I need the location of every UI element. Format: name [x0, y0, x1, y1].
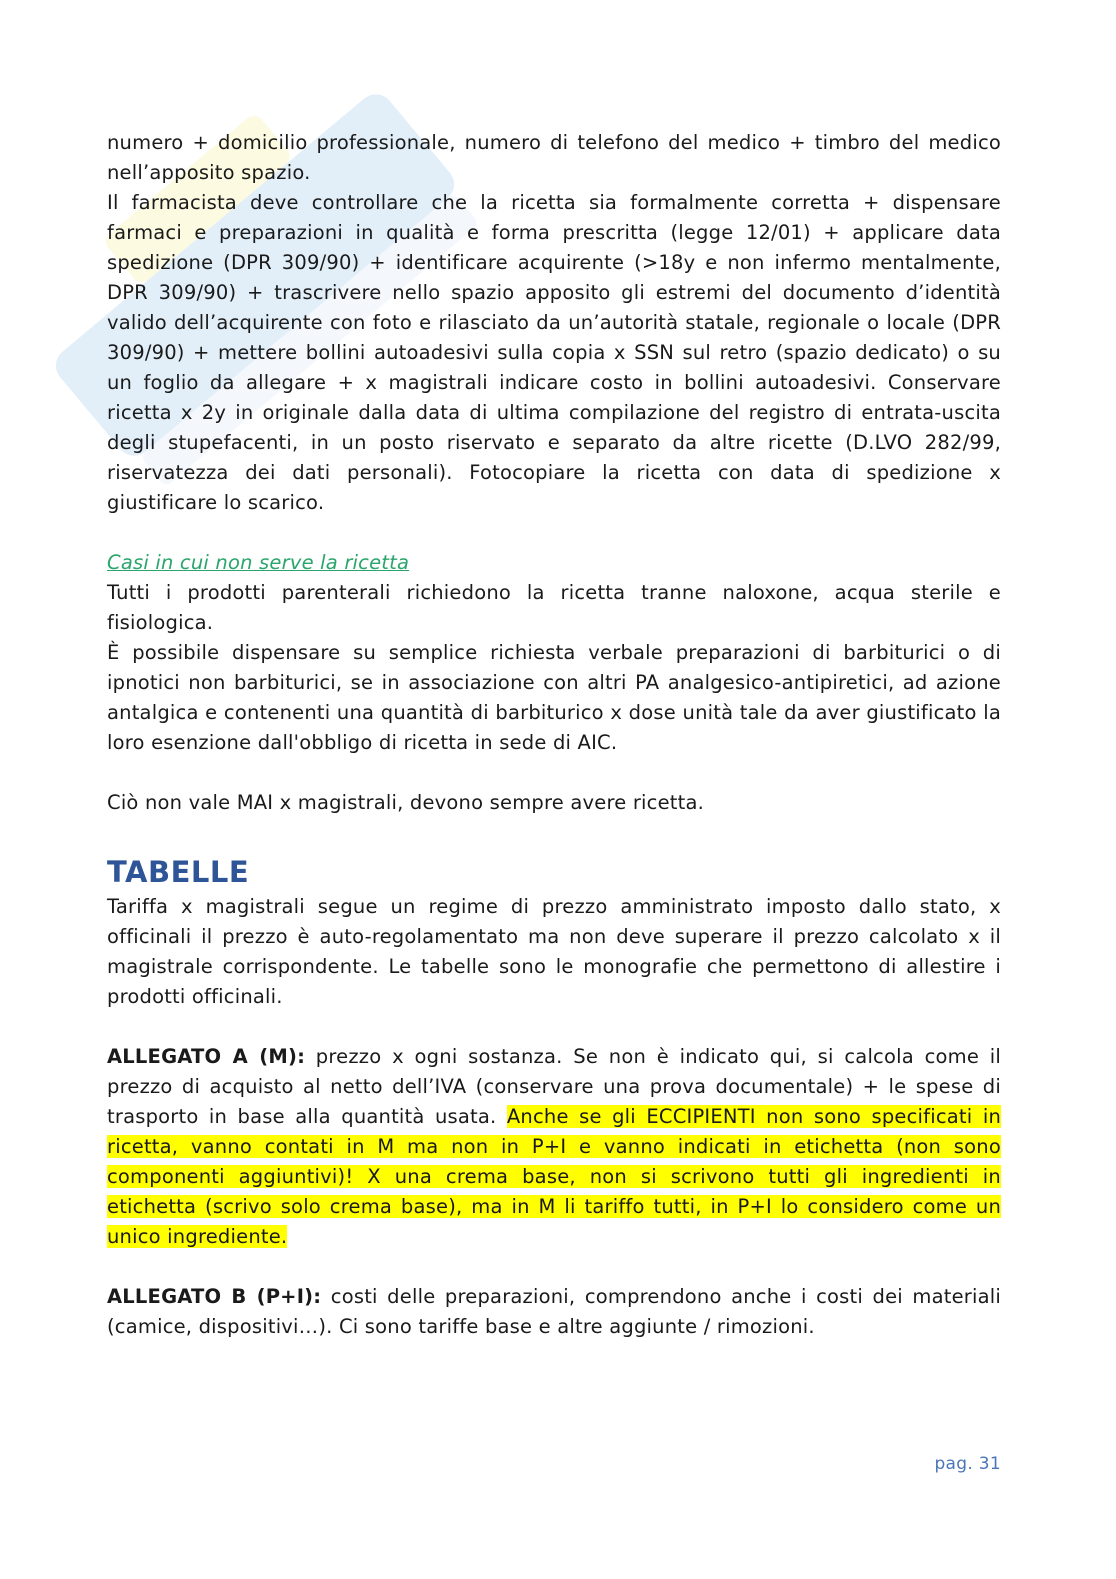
allegato-b-label: ALLEGATO B (P+I): [107, 1285, 322, 1308]
allegato-a-text: prezzo x ogni sostanza. Se non è indicato qui, si calcola come il prezzo di acquisto al netto dell’IVA (conservare una prova documentale) + le spese di trasporto in base alla quantità usata. [107, 1045, 1002, 1128]
page-number: pag. 31 [934, 1454, 1001, 1474]
spacer [107, 518, 1001, 548]
paragraph-tariffa: Tariffa x magistrali segue un regime di prezzo amministrato imposto dallo stato, x officinali il prezzo è auto-regolamentato ma non deve superare il prezzo calcolato x il magistrale corrispondente. Le tabelle sono le monografie che permettono di allestire i prodotti officinali. [107, 895, 1001, 1008]
paragraph-pharmacist-duties: Il farmacista deve controllare che la ricetta sia formalmente corretta + dispensare farmaci e preparazioni in qualità e forma prescritta (legge 12/01) + applicare data spedizione (DPR 309/90) + identificare acquirente (>18y e non infermo mentalmente, DPR 309/90) + trascrivere nello spazio apposito gli estremi del documento d’identità valido dell’acquirente con foto e rilasciato da un’autorità statale, regionale o locale (DPR 309/90) + mettere bollini autoadesivi sulla copia x SSN sul retro (spazio dedicato) o su un foglio da allegare + x magistrali indicare costo in bollini autoadesivi. Conservare ricetta x 2y in originale dalla data di ultima compilazione del registro di entrata-uscita degli stupefacenti, in un posto riservato e separato da altre ricette (D.LVO 282/99, riservatezza dei dati personali). Fotocopiare la ricetta con data di spedizione x giustificare lo scarico. [107, 191, 1001, 514]
allegato-b-text: costi delle preparazioni, comprendono anche i costi dei materiali (camice, dispositivi…). Ci sono tariffe base e altre aggiunte / rimozioni. [107, 1285, 1001, 1338]
allegato-a-highlight: Anche se gli ECCIPIENTI non sono specificati in ricetta, vanno contati in M ma non in P+I e vanno indicati in etichetta (non sono componenti aggiuntivi)! X una crema base, non si scrivono tutti gli ingredienti in etichetta (scrivo solo crema base), ma in M li tariffo tutti, in P+I lo considero come un unico ingrediente. [107, 1105, 1002, 1248]
paragraph-allegato-a [107, 1042, 1001, 1252]
spacer [107, 758, 1001, 788]
allegato-a-label: ALLEGATO A (M): [107, 1045, 306, 1068]
section-title: TABELLE [107, 855, 250, 889]
paragraph-verbal-request: È possibile dispensare su semplice richiesta verbale preparazioni di barbiturici o di ipnotici non barbiturici, se in associazione con altri PA analgesico-antipiretici, ad azione antalgica e contenenti una quantità di barbiturico x dose unità tale da aver giustificato la loro esenzione dall'obbligo di ricetta in sede di AIC. [107, 641, 1001, 754]
spacer [107, 1252, 1001, 1282]
paragraph-magistrali-note: Ciò non vale MAI x magistrali, devono sempre avere ricetta. [107, 791, 705, 814]
document-page [107, 128, 1001, 1342]
spacer [107, 818, 1001, 848]
paragraph-prescription-details: numero + domicilio professionale, numero di telefono del medico + timbro del medico nell’apposito spazio. [107, 131, 1001, 184]
paragraph-parenteral: Tutti i prodotti parenterali richiedono la ricetta tranne naloxone, acqua sterile e fisiologica. [107, 581, 1001, 634]
paragraph-allegato-b [107, 1282, 1001, 1342]
subheading-no-prescription: Casi in cui non serve la ricetta [107, 551, 410, 574]
spacer [107, 1012, 1001, 1042]
